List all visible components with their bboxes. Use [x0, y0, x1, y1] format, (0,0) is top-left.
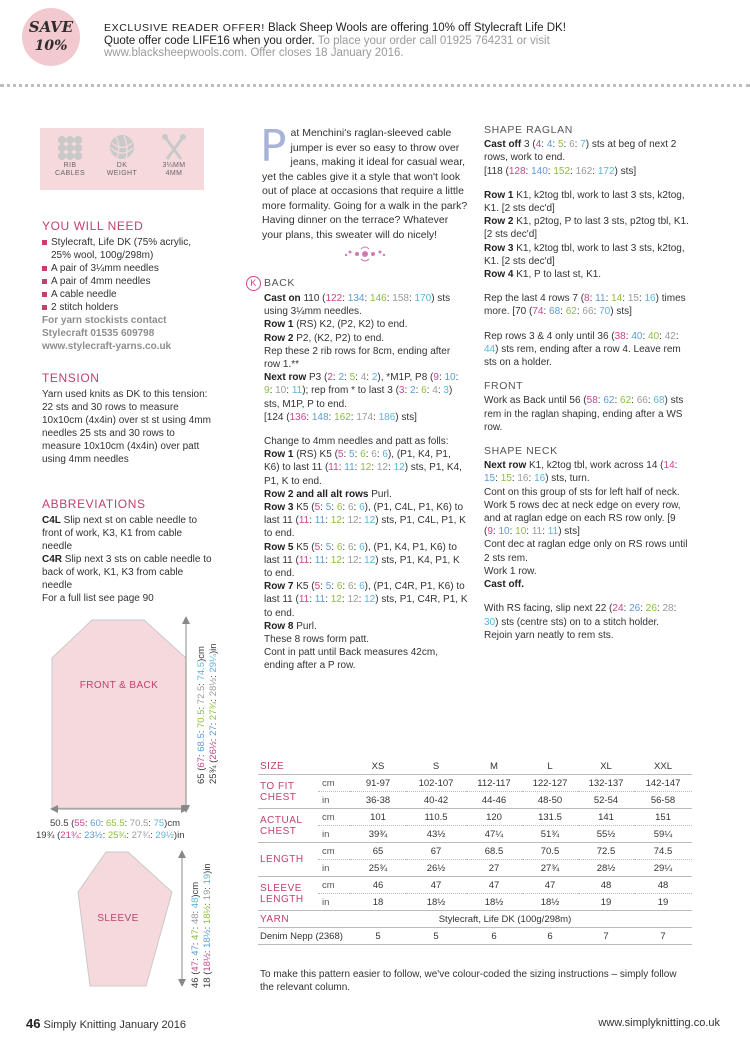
- badge-save-text: SAVE: [28, 18, 74, 36]
- table-row: in 36-38 40-42 44-46 48-50 52-54 56-58: [258, 792, 692, 809]
- offer-headline: Black Sheep Wools are offering 10% off Stylecraft Life DK!: [264, 22, 566, 34]
- knit-k-badge: K: [246, 276, 261, 291]
- abbreviations-section: [42, 498, 212, 605]
- table-row: ACTUAL CHEST cm 101 110.5 120 131.5 141 151: [258, 809, 692, 826]
- reader-offer: [104, 22, 744, 60]
- pattern-icons-box: [40, 128, 204, 190]
- list-item: A cable needle: [42, 288, 212, 301]
- size-header: SIZE: [258, 758, 318, 775]
- raglan-instructions-3: Rep the last 4 rows 7 (8: 11: 14: 15: 16) times more. [70 (74: 68: 62: 66: 70) sts]: [484, 293, 686, 318]
- col-m: M: [466, 758, 522, 775]
- front-back-label: FRONT & BACK: [79, 680, 159, 691]
- col-xl: XL: [578, 758, 634, 775]
- list-item: A pair of 3¼mm needles: [42, 262, 212, 275]
- to-fit-label: TO FIT CHEST: [258, 775, 318, 809]
- shape-raglan-heading: SHAPE RAGLAN: [484, 124, 573, 136]
- front-width-measure: [36, 818, 236, 842]
- raglan-instructions-4: Rep rows 3 & 4 only until 36 (38: 40: 40: 42: 44) sts rem, ending after a row 4. Leave rem sts on a holder.: [484, 330, 681, 369]
- yarn-value: Stylecraft, Life DK (100g/298m): [318, 911, 692, 928]
- icon-label: 3¼MM 4MM: [162, 162, 186, 177]
- you-will-need-section: [42, 220, 212, 353]
- needles-icon: [152, 134, 196, 190]
- page-number: 46: [26, 1016, 41, 1031]
- front-height-measure: [196, 594, 222, 784]
- list-item: 2 stitch holders: [42, 301, 212, 314]
- abbreviations-heading: ABBREVIATIONS: [42, 497, 146, 511]
- abbr-c4r: C4R Slip next 3 sts on cable needle to back of work, K1, K3 from cable needle: [42, 554, 212, 591]
- table-row: TO FIT CHEST cm 91-97 102-107 112-117 122-127 132-137 142-147: [258, 775, 692, 792]
- yarn-label: YARN: [258, 911, 318, 928]
- raglan-instructions-1: Cast off 3 (4: 4: 5: 6: 7) sts at beg of next 2 rows, work to end. [118 (128: 140: 152: 162: 172) sts]: [484, 139, 677, 177]
- offer-lead: EXCLUSIVE READER OFFER!: [104, 22, 265, 34]
- actual-chest-label: ACTUAL CHEST: [258, 809, 318, 843]
- right-column: [484, 124, 690, 653]
- offer-code: Quote offer code LIFE16 when you order.: [104, 34, 315, 47]
- yarn-ball-icon: [100, 134, 144, 190]
- footer-url: www.simplyknitting.co.uk: [598, 1017, 720, 1029]
- sleeve-length-label: SLEEVE LENGTH: [258, 877, 318, 911]
- sleeve-height-arrow: [176, 850, 188, 988]
- intro-section: [260, 121, 468, 262]
- col-xs: XS: [350, 758, 406, 775]
- table-row: [258, 758, 692, 775]
- rib-cables-icon: [48, 134, 92, 190]
- front-width-arrow: [50, 804, 190, 814]
- front-width-cm: 50.5 (55: 60: 65.5: 70.5: 75)cm: [50, 818, 180, 829]
- icon-label: DK WEIGHT: [106, 162, 138, 177]
- stockists-info: For yarn stockists contact Stylecraft 01535 609798 www.stylecraft-yarns.co.uk: [42, 315, 172, 352]
- sleeve-height-in: 18 (18½: 18½: 18½: 19: 19)in: [202, 863, 213, 988]
- ornament-divider: [262, 246, 468, 262]
- tension-heading: TENSION: [42, 371, 100, 385]
- sleeve-label: SLEEVE: [97, 913, 139, 924]
- front-height-arrow: [180, 616, 192, 814]
- abbr-c4l: C4L Slip next st on cable needle to front of work, K3, K1 from cable needle: [42, 515, 198, 552]
- back-section: [246, 276, 468, 684]
- abbr-more: For a full list see page 90: [42, 593, 154, 604]
- back-heading: K BACK: [246, 276, 468, 291]
- magazine-issue: Simply Knitting January 2016: [40, 1019, 186, 1031]
- table-row: in 18 18½ 18½ 18½ 19 19: [258, 894, 692, 911]
- badge-percent-text: 10%: [34, 38, 68, 54]
- table-row: Denim Nepp (2368) 5 5 6 6 7 7: [258, 928, 692, 945]
- back-instructions-2: Change to 4mm needles and patt as folls: Row 1 (RS) K5 (5: 5: 6: 6: 6), (P1, K4, P1, K6) to last 11 (11: 11: 12: 12: 12) sts, P1, K4, P1, K to end. Row 2 and all alt rows Purl. Row 3 K5 (5: 5: 6: 6: 6), (P1, C4L, P1, K6) to last 11 (11: 11: 12: 12: 12) sts, P1, C4L, P1, K to end. Row 5 K5 (5: 5: 6: 6: 6), (P1, K4, P1, K6) to last 11 (11: 11: 12: 12: 12) sts, P1, K4, P1, K to end. Row 7 K5 (5: 5: 6: 6: 6), (P1, C4R, P1, K6) to last 11 (11: 11: 12: 12: 12) sts, P1, C4R, P1, K to end. Row 8 Purl. These 8 rows form patt. Cont in patt until Back measures 42cm, ending after a P row.: [264, 436, 468, 672]
- size-table: [258, 758, 692, 945]
- col-s: S: [406, 758, 466, 775]
- table-row: LENGTH cm 65 67 68.5 70.5 72.5 74.5: [258, 843, 692, 860]
- icon-label: RIB CABLES: [54, 162, 86, 177]
- col-l: L: [522, 758, 578, 775]
- you-will-need-heading: YOU WILL NEED: [42, 219, 144, 233]
- neck-instructions-2: With RS facing, slip next 22 (24: 26: 26: 28: 30) sts (centre sts) on to a stitch holder. Rejoin yarn neatly to rem sts.: [484, 603, 677, 641]
- dotted-divider: [0, 84, 750, 87]
- raglan-instructions-2: Row 1 K1, k2tog tbl, work to last 3 sts, k2tog, K1. [2 sts dec'd] Row 2 K1, p2tog, P to last 3 sts, p2tog tbl, K1. [2 sts dec'd] Row 3 K1, k2tog tbl, work to last 3 sts, k2tog, K1. [2 sts dec'd] Row 4 K1, P to last st, K1.: [484, 189, 689, 281]
- drop-cap: P: [260, 121, 287, 172]
- length-label: LENGTH: [258, 843, 318, 877]
- front-instructions: Work as Back until 56 (58: 62: 62: 66: 68) sts rem in the raglan shaping, ending after a WS row.: [484, 395, 684, 433]
- sleeve-height-cm: 46 (47: 47: 47: 48: 48)cm: [190, 881, 201, 988]
- offer-url: www.blacksheepwools.com. Offer closes 18 January 2016.: [104, 47, 404, 59]
- page-footer-left: [26, 1016, 186, 1031]
- intro-text: Pat Menchini's raglan-sleeved cable jumper is ever so easy to throw over jeans, making it ideal for casual wear, yet the cables give it a style that won't look out of place at occasions that require a little more formality. Going for a walk in the park? Having dinner on the terrace? Whatever your plans, this sweater will do nicely!: [260, 121, 468, 241]
- offer-phone: To place your order call 01925 764231 or visit: [314, 34, 550, 47]
- front-back-schematic: [44, 618, 194, 814]
- table-row: [258, 911, 692, 928]
- tension-text: Yarn used knits as DK to this tension: 22 sts and 30 rows to measure 10x10cm (4x4in) over st st using 4mm needles 25 sts and 30 rows to measure 10x10cm (4x4in) over patt using 4mm needles: [42, 389, 211, 465]
- sleeve-height-measure: [190, 848, 216, 988]
- table-row: in 25¾ 26½ 27 27¾ 28½ 29¼: [258, 860, 692, 877]
- tension-section: [42, 372, 212, 466]
- shape-neck-heading: SHAPE NECK: [484, 445, 558, 458]
- neck-instructions-1: Next row K1, k2tog tbl, work across 14 (14: 15: 15: 16: 16) sts, turn. Cont on this group of sts for left half of neck. Work 5 rows dec at neck edge on every row, and at raglan edge on each RS row only. [9 (9: 10: 10: 11: 11) sts] Cont dec at raglan edge only on RS rows until 2 sts rem. Work 1 row. Cast off.: [484, 460, 688, 591]
- list-item: A pair of 4mm needles: [42, 275, 212, 288]
- colour-coding-note: To make this pattern easier to follow, we've colour-coded the sizing instructions – simply follow the relevant column.: [260, 969, 677, 993]
- front-height-cm: 65 (67: 68.5: 70.5: 72.5: 74.5)cm: [196, 646, 207, 784]
- table-row: in 39¾ 43½ 47¼ 51¾ 55½ 59¼: [258, 826, 692, 843]
- denim-nepp-label: Denim Nepp (2368): [258, 928, 350, 945]
- table-row: SLEEVE LENGTH cm 46 47 47 47 48 48: [258, 877, 692, 894]
- front-width-in: 19¾ (21¾: 23½: 25¾: 27¾: 29½)in: [36, 830, 185, 841]
- back-instructions-1: Cast on 110 (122: 134: 146: 158: 170) sts using 3¼mm needles. Row 1 (RS) K2, (P2, K2) to end. Row 2 P2, (K2, P2) to end. Rep these 2 rib rows for 8cm, ending after row 1.** Next row P3 (2: 2: 5: 4: 2), *M1P, P8 (9: 10: 9: 10: 11); rep from * to last 3 (3: 2: 6: 4: 3) sts, M1P, P to end. [124 (136: 148: 162: 174: 186) sts]: [264, 293, 459, 423]
- front-height-in: 25¾ (26½: 27: 27¾: 28½: 29¼)in: [208, 643, 219, 784]
- col-xxl: XXL: [634, 758, 692, 775]
- save-badge: [22, 8, 80, 66]
- list-item: Stylecraft, Life DK (75% acrylic, 25% wool, 100g/298m): [42, 236, 212, 262]
- front-heading: FRONT: [484, 380, 524, 393]
